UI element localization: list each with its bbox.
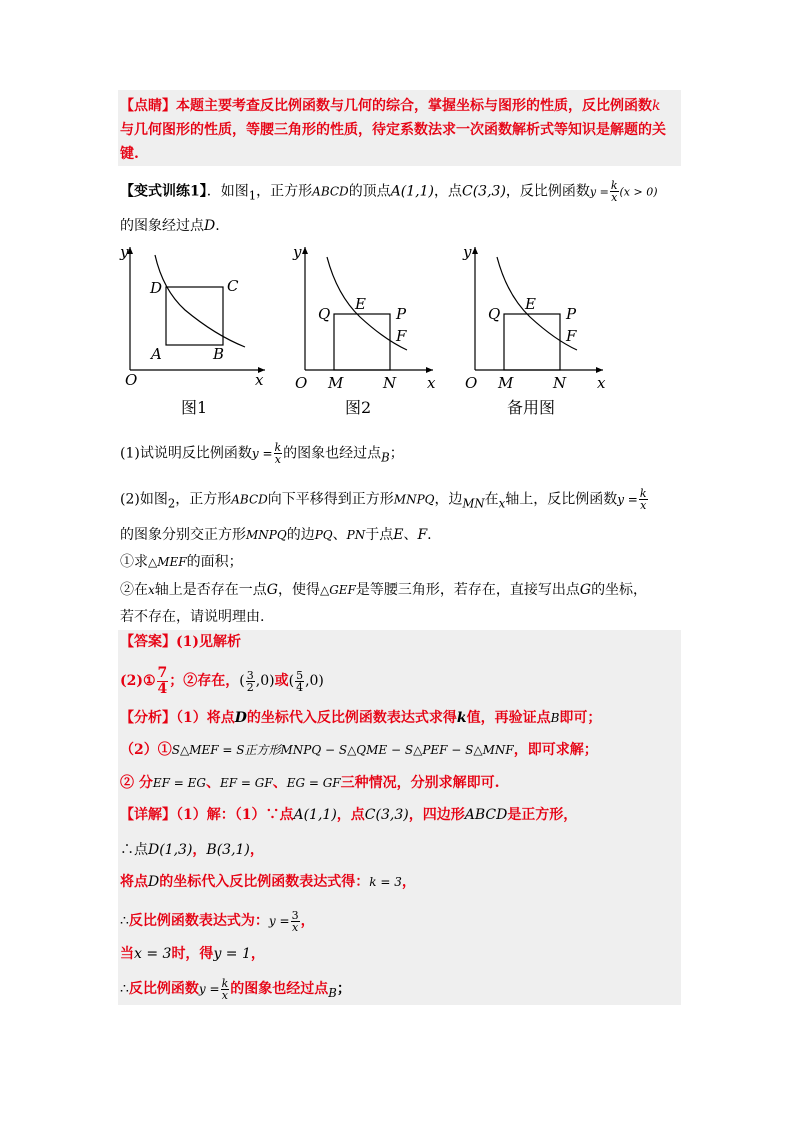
- caption-fig1: 图1: [181, 398, 208, 417]
- analysis-line-2: [120, 740, 598, 760]
- q2-text: ，正方形: [175, 491, 232, 508]
- comment-text-1: 本题主要考查反比例函数与几何的综合，掌握坐标与图形的性质，反比例函数: [176, 98, 652, 114]
- q1-point-b: B: [381, 450, 390, 465]
- comment-line-1: [120, 96, 660, 116]
- comment-k: k: [652, 98, 661, 114]
- fig-ref: 1: [248, 188, 257, 203]
- label-d: D: [150, 279, 163, 297]
- detail-text: 是正方形，: [507, 807, 578, 823]
- x-axis-arrow-icon: [596, 367, 603, 373]
- analysis-text: 即可；: [559, 710, 602, 726]
- analysis-text: 、: [206, 775, 220, 791]
- analysis-point-d: D: [234, 710, 247, 726]
- detail-y: y =: [198, 982, 220, 996]
- detail-text: 的图象也经过点: [230, 981, 329, 997]
- detail-fraction: [291, 910, 300, 933]
- problem-text: ，点: [434, 183, 462, 200]
- detail-line-5: [120, 944, 265, 964]
- figure-1: [119, 243, 265, 417]
- answer-coord: (: [239, 673, 245, 689]
- detail-fraction: [221, 978, 230, 1001]
- answer-coord: ,0): [255, 673, 275, 689]
- figure-spare: [462, 243, 606, 417]
- fraction-denominator: 4: [157, 680, 168, 697]
- problem-line-2: [120, 216, 220, 236]
- fraction-numerator: 7: [157, 664, 168, 681]
- detail-line-2: [120, 840, 264, 860]
- point-c: C(3,3): [462, 183, 506, 200]
- detail-point-d: D: [148, 874, 160, 890]
- label-a: A: [151, 345, 162, 363]
- label-f: F: [396, 327, 407, 345]
- detail-text: ∴点: [120, 842, 148, 858]
- q1-text: (1)试说明反比例函数: [120, 445, 252, 462]
- analysis-text: （2）①: [120, 742, 172, 758]
- analysis-line-1: [120, 708, 601, 728]
- q2-text: ②在: [120, 582, 148, 598]
- label-m: M: [498, 374, 514, 392]
- detail-y-value: y = 1: [213, 946, 251, 962]
- y-axis-arrow-icon: [472, 247, 478, 254]
- q2-point-e: E: [393, 527, 404, 543]
- detail-y: y =: [268, 914, 290, 928]
- detail-point-d: D(1,3): [148, 842, 193, 858]
- problem-text: 的顶点: [348, 183, 391, 200]
- q1-text: ；: [389, 445, 404, 462]
- q1-fraction: [274, 442, 283, 465]
- detail-point-b: B: [328, 985, 337, 1000]
- analysis-text: 的坐标代入反比例函数表达式求得: [246, 710, 457, 726]
- q2-triangle-mef: △MEF: [148, 555, 187, 569]
- q2-text: 向下平移得到正方形: [267, 491, 394, 508]
- label-x: x: [427, 374, 436, 392]
- answer-text: (1)见解析: [176, 634, 241, 650]
- square-abcd: [166, 287, 223, 345]
- problem-text: 的图象经过点: [120, 218, 204, 234]
- detail-line-1: [120, 805, 577, 825]
- q2-square: MNPQ: [246, 528, 287, 542]
- detail-text: ∴: [120, 981, 129, 997]
- analysis-text: ，即可求解；: [513, 742, 598, 758]
- fraction-denominator: 2: [246, 680, 254, 694]
- label-p: P: [396, 305, 407, 323]
- detail-k-value: k = 3: [369, 875, 402, 889]
- label-f: F: [566, 327, 577, 345]
- analysis-formula: S△MEF = S正方形MNPQ − S△QME − S△PEF − S△MNF: [171, 743, 514, 757]
- detail-text: 当: [120, 946, 134, 962]
- q1-text: 的图象也经过点: [283, 445, 382, 462]
- detail-text: ，四边形: [408, 807, 465, 823]
- answer-line-1: [120, 632, 241, 652]
- question-2-sub-2-line-2: 若不存在，请说明理由.: [120, 609, 265, 625]
- analysis-point-b: B: [550, 711, 560, 725]
- answer-fraction-3: [295, 670, 304, 693]
- label-b: B: [213, 345, 225, 363]
- answer-text: ；②存在，: [169, 673, 240, 689]
- label-q: Q: [488, 305, 501, 323]
- fraction-numerator: k: [610, 179, 618, 192]
- func-condition: (x > 0): [619, 185, 658, 199]
- detail-text: ，点: [336, 807, 365, 823]
- label-e: E: [355, 295, 366, 313]
- label-p: P: [566, 305, 577, 323]
- fraction-numerator: k: [639, 487, 647, 500]
- q2-edge-pq: PQ: [314, 528, 333, 542]
- label-x: x: [597, 374, 606, 392]
- q2-text: 、: [403, 527, 418, 543]
- fraction-numerator: 3: [291, 908, 299, 922]
- q2-text: (2)如图: [120, 491, 168, 508]
- detail-x-value: x = 3: [134, 946, 172, 962]
- q2-triangle-gef: △GEF: [319, 583, 356, 597]
- detail-point-b: B(3,1): [206, 842, 250, 858]
- label-n: N: [383, 374, 397, 392]
- analysis-text: 值，再验证点: [466, 710, 551, 726]
- analysis-case-3: EG = GF: [286, 776, 341, 790]
- y-axis-arrow-icon: [302, 247, 308, 254]
- question-2-sub-1: [120, 552, 243, 572]
- answer-fraction-2: [246, 670, 255, 693]
- label-o: O: [465, 374, 478, 392]
- label-e: E: [525, 295, 536, 313]
- problem-line-1: [120, 180, 658, 205]
- q2-text: 的坐标，: [591, 582, 648, 598]
- analysis-k: k: [456, 710, 467, 726]
- label-y: y: [120, 243, 129, 261]
- fraction-denominator: x: [640, 499, 647, 512]
- fraction-numerator: k: [221, 976, 229, 990]
- func-fraction: [610, 180, 619, 203]
- answer-line-2: [120, 664, 324, 698]
- caption-spare: 备用图: [507, 398, 556, 417]
- problem-text: .: [215, 218, 220, 234]
- square-mnpq: [334, 314, 390, 370]
- detail-line-6: [120, 974, 351, 1008]
- point-d: D: [204, 218, 216, 234]
- fraction-numerator: 3: [246, 668, 254, 682]
- q2-fraction: [639, 488, 648, 511]
- q2-point-g: G: [579, 582, 592, 598]
- detail-text: 反比例函数: [128, 981, 199, 997]
- question-2-line-2: [120, 525, 432, 545]
- analysis-text: 三种情况，分别求解即可.: [340, 775, 500, 791]
- answer-coord: (: [288, 673, 295, 689]
- square-mnpq: [504, 314, 560, 370]
- figure-2: [292, 243, 436, 417]
- q2-text: 的边: [286, 527, 315, 543]
- label-y: y: [463, 243, 472, 261]
- answer-text: 或: [274, 673, 289, 689]
- question-2-sub-2: [120, 580, 647, 600]
- q2-text: ，使得: [277, 582, 320, 598]
- q2-fig-ref: 2: [167, 496, 176, 511]
- problem-text: ．如图: [206, 183, 249, 200]
- label-o: O: [125, 371, 138, 389]
- label-o: O: [295, 374, 308, 392]
- detail-square: ABCD: [464, 807, 508, 823]
- detail-point-a: A(1,1): [293, 807, 337, 823]
- q2-text: 的面积；: [186, 554, 243, 570]
- detail-text: 时，得: [171, 946, 214, 962]
- q2-text: 在: [484, 491, 499, 508]
- answer-tag: 【答案】: [120, 634, 176, 650]
- problem-text: ，反比例函数: [505, 183, 590, 200]
- fraction-denominator: x: [274, 453, 281, 466]
- analysis-line-3: [120, 773, 500, 793]
- detail-text: ，: [249, 842, 264, 858]
- label-n: N: [553, 374, 567, 392]
- q2-text: 于点: [365, 527, 394, 543]
- detail-line-4: [120, 906, 315, 936]
- comment-line-2: 与几何图形的性质，等腰三角形的性质，待定系数法求一次函数解析式等知识是解题的关: [120, 122, 666, 138]
- problem-tag: 【变式训练1】: [120, 183, 207, 200]
- hyperbola-curve: [497, 257, 577, 350]
- detail-text: ；: [336, 981, 351, 997]
- analysis-text: ② 分: [120, 775, 153, 791]
- fraction-denominator: x: [221, 988, 229, 1002]
- label-y: y: [293, 243, 302, 261]
- q2-text: ，边: [434, 491, 463, 508]
- square-name: ABCD: [312, 184, 349, 199]
- detail-text: （1）解：（1）∵点: [176, 807, 294, 823]
- q2-text: ①求: [120, 554, 148, 570]
- detail-text: 反比例函数表达式为：: [128, 913, 269, 929]
- detail-text: 将点: [120, 874, 148, 890]
- detail-text: 的坐标代入反比例函数表达式得：: [159, 874, 370, 890]
- q2-text: 轴上是否存在一点: [154, 582, 267, 598]
- detail-tag: 【详解】: [120, 807, 176, 823]
- detail-text: ∴: [120, 913, 129, 929]
- label-x: x: [255, 371, 264, 389]
- q2-text: 是等腰三角形，若存在，直接写出点: [355, 582, 580, 598]
- answer-text: (2)①: [120, 673, 156, 689]
- q2-text: 轴上，反比例函数: [505, 491, 618, 508]
- q2-text: .: [427, 527, 432, 543]
- q2-y: y =: [617, 492, 638, 507]
- q2-point-g: G: [266, 582, 278, 598]
- q2-x: x: [148, 583, 155, 597]
- point-a: A(1,1): [390, 183, 434, 200]
- fraction-denominator: x: [291, 920, 299, 934]
- detail-text: ，: [300, 913, 315, 929]
- analysis-text: （1）将点: [176, 710, 235, 726]
- detail-point-c: C(3,3): [364, 807, 409, 823]
- fraction-denominator: x: [611, 191, 618, 204]
- figures: [115, 235, 615, 420]
- q2-text: 、: [332, 527, 347, 543]
- x-axis-arrow-icon: [426, 367, 433, 373]
- detail-text: ，: [250, 946, 265, 962]
- comment-tag: 【点睛】: [120, 98, 176, 114]
- analysis-tag: 【分析】: [120, 710, 176, 726]
- hyperbola-curve: [327, 257, 407, 350]
- label-m: M: [328, 374, 344, 392]
- q1-y: y =: [251, 446, 273, 461]
- analysis-case-1: EF = EG: [152, 776, 206, 790]
- q2-edge-mn: MN: [462, 496, 485, 511]
- func-y: y =: [589, 185, 609, 199]
- fraction-numerator: k: [274, 441, 282, 454]
- analysis-text: 、: [272, 775, 287, 791]
- detail-text: ，: [401, 874, 416, 890]
- q2-square2: MNPQ: [393, 492, 435, 507]
- question-2-line-1: [120, 488, 649, 513]
- q2-edge-pn: PN: [346, 528, 366, 542]
- caption-fig2: 图2: [345, 398, 372, 417]
- problem-text: ，正方形: [256, 183, 313, 200]
- detail-line-3: [120, 872, 416, 892]
- detail-text: ，: [192, 842, 207, 858]
- answer-coord: ,0): [305, 673, 324, 689]
- q2-point-f: F: [417, 527, 428, 543]
- q2-text: 的图象分别交正方形: [120, 527, 246, 543]
- label-q: Q: [318, 305, 331, 323]
- q2-x: x: [498, 496, 506, 511]
- question-1: [120, 442, 404, 467]
- fraction-denominator: 4: [296, 680, 304, 694]
- comment-line-3: 键.: [120, 146, 139, 162]
- fraction-numerator: 5: [296, 668, 304, 682]
- label-c: C: [227, 277, 239, 295]
- q2-square: ABCD: [231, 492, 268, 507]
- analysis-case-2: EF = GF: [220, 776, 273, 790]
- hyperbola-curve: [155, 255, 245, 347]
- answer-fraction-1: [157, 666, 169, 697]
